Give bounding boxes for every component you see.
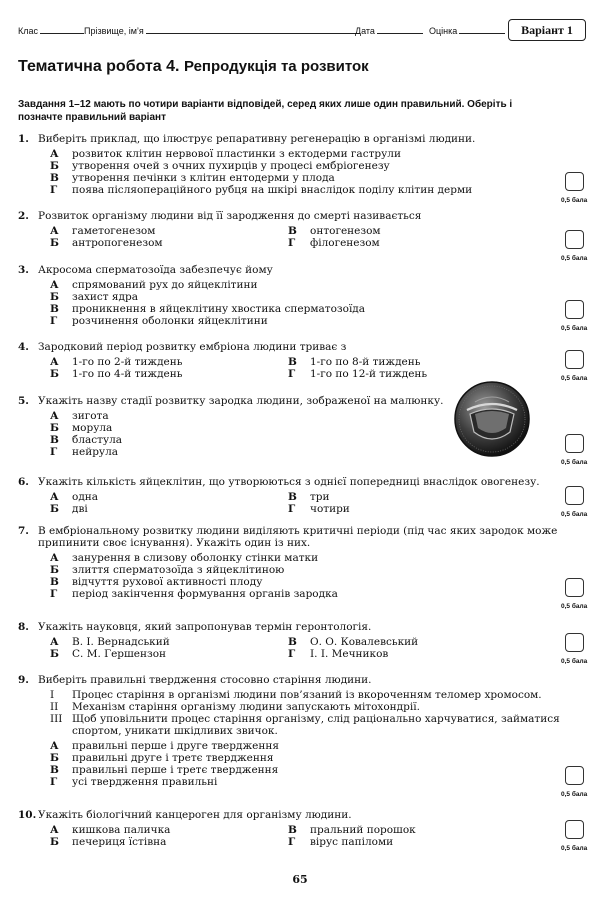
option-b: Б утворення очей з очних пухирців у процесі ембріогенезу	[50, 160, 390, 172]
answer-9	[561, 766, 591, 806]
option-letter: Г	[288, 836, 296, 848]
answer-box[interactable]	[565, 633, 584, 652]
option-v: В проникнення в яйцеклітину хвостика сперматозоїда	[50, 303, 366, 315]
option-a: А спрямований рух до яйцеклітини	[50, 279, 258, 291]
option-letter: А	[50, 356, 59, 368]
page-title: Тематична робота 4. Репродукція та розвиток	[18, 58, 369, 75]
option-letter: Г	[50, 776, 58, 788]
points-label: 0,5 бала	[561, 603, 588, 610]
option-letter: А	[50, 824, 59, 836]
option-letter: Б	[50, 160, 59, 172]
question-6: 6. Укажіть кількість яйцеклітин, що утворюються з однієї попередниці внаслідок овогенезу. А одна В три Б дві Г чотири	[18, 476, 540, 515]
option-letter: А	[50, 552, 59, 564]
answer-10	[561, 820, 591, 860]
option-b: Б печериця їстівна	[50, 836, 167, 848]
option-a: А гаметогенезом	[50, 225, 156, 237]
answer-1	[561, 172, 591, 212]
answer-box[interactable]	[565, 486, 584, 505]
option-letter: А	[50, 148, 59, 160]
answer-box[interactable]	[565, 350, 584, 369]
option-a: А розвиток клітин нервової пластинки з ектодерми гаструли	[50, 148, 401, 160]
option-letter: В	[288, 636, 297, 648]
option-letter: В	[50, 764, 59, 776]
option-letter: Б	[50, 564, 59, 576]
option-letter: Г	[288, 237, 296, 249]
question-2: 2. Розвиток організму людини від її зародження до смерті називається А гаметогенезом В онтогенезом Б антропогенезом Г філогенезом	[18, 210, 564, 249]
option-g: Г 1-го по 12-й тиждень	[288, 368, 428, 380]
option-v: В пральний порошок	[288, 824, 416, 836]
class-field[interactable]: Клас	[18, 25, 84, 36]
points-label: 0,5 бала	[561, 197, 588, 204]
option-letter: І	[50, 689, 55, 701]
answer-box[interactable]	[565, 172, 584, 191]
points-label: 0,5 бала	[561, 459, 588, 466]
option-g: Г розчинення оболонки яйцеклітини	[50, 315, 268, 327]
option-letter: Г	[288, 503, 296, 515]
option-v: В утворення печінки з клітин ентодерми у плода	[50, 172, 335, 184]
option-letter: Г	[50, 588, 58, 600]
points-label: 0,5 бала	[561, 255, 588, 262]
option-letter: В	[50, 303, 59, 315]
option-letter: В	[288, 356, 297, 368]
option-letter: А	[50, 225, 59, 237]
option-letter: Г	[50, 315, 58, 327]
question-4: 4. Зародковий період розвитку ембріона людини триває з А 1-го по 2-й тиждень В 1-го по 8-й тиждень Б 1-го по 4-й тиждень Г 1-го по 12-й тиждень	[18, 341, 564, 380]
option-a: А занурення в слизову оболонку стінки матки	[50, 552, 319, 564]
option-v: В відчуття рухової активності плоду	[50, 576, 263, 588]
answer-box[interactable]	[565, 578, 584, 597]
option-v: В три	[288, 491, 330, 503]
points-label: 0,5 бала	[561, 845, 588, 852]
option-a: А В. І. Вернадський	[50, 636, 170, 648]
option-g: Г період закінчення формування органів зародка	[50, 588, 338, 600]
option-letter: Б	[50, 503, 59, 515]
embryo-illustration	[453, 380, 531, 458]
points-label: 0,5 бала	[561, 791, 588, 798]
option-g: Г нейрула	[50, 446, 119, 458]
answer-box[interactable]	[565, 820, 584, 839]
answer-box[interactable]	[565, 434, 584, 453]
question-9: 9. Виберіть правильні твердження стосовно старіння людини. І Процес старіння в організмі людини пов’язаний із вкороченням теломер хромосом. ІІ Механізм старіння організму людини запускають мітохондрії. ІІІ Щоб уповільнити процес старіння організму, слід раціонально харчуватися, займатися спортом, уникати шкідливих звичок. А правильні перше і друге твердження Б правильні друге і третє твердження В правильні перше і третє твердження Г усі твердження правильні	[18, 674, 564, 788]
option-letter: В	[288, 824, 297, 836]
question-7: 7. В ембріональному розвитку людини виділяють критичні періоди (під час яких зародок може припинити своє існування). Укажіть один із них. А занурення в слизову оболонку стінки матки Б злиття сперматозоїда з яйцеклітиною В відчуття рухової активності плоду Г період закінчення формування органів зародка	[18, 525, 564, 600]
option-letter: Б	[50, 237, 59, 249]
answer-8	[561, 633, 591, 673]
option-letter: ІІІ	[50, 713, 63, 725]
statement-3: ІІІ Щоб уповільнити процес старіння організму, слід раціонально харчуватися, займатися спортом, уникати шкідливих звичок.	[50, 713, 560, 737]
points-label: 0,5 бала	[561, 511, 588, 518]
worksheet-header	[18, 19, 586, 43]
option-g: Г філогенезом	[288, 237, 380, 249]
option-letter: Г	[50, 446, 58, 458]
answer-7	[561, 578, 591, 618]
question-5: 5. Укажіть назву стадії розвитку зародка людини, зображеної на малюнку. А зигота Б морула В бластула Г нейрула	[18, 395, 564, 458]
option-v: В онтогенезом	[288, 225, 381, 237]
option-v: В правильні перше і третє твердження	[50, 764, 279, 776]
answer-4	[561, 350, 591, 390]
option-letter: ІІ	[50, 701, 59, 713]
option-letter: В	[288, 225, 297, 237]
option-a: А одна	[50, 491, 99, 503]
option-b: Б морула	[50, 422, 113, 434]
option-g: Г чотири	[288, 503, 350, 515]
option-v: В О. О. Ковалевський	[288, 636, 419, 648]
option-letter: В	[288, 491, 297, 503]
answer-box[interactable]	[565, 766, 584, 785]
option-g: Г поява післяопераційного рубця на шкірі внаслідок поділу клітин дерми	[50, 184, 473, 196]
question-8: 8. Укажіть науковця, який запропонував термін геронтологія. А В. І. Вернадський В О. О. Ковалевський Б С. М. Гершензон Г І. І. Мечников	[18, 621, 564, 660]
points-label: 0,5 бала	[561, 375, 588, 382]
option-letter: Г	[288, 648, 296, 660]
option-letter: Б	[50, 836, 59, 848]
option-b: Б 1-го по 4-й тиждень	[50, 368, 183, 380]
option-letter: Б	[50, 648, 59, 660]
option-b: Б захист ядра	[50, 291, 139, 303]
option-v: В 1-го по 8-й тиждень	[288, 356, 421, 368]
option-letter: Б	[50, 368, 59, 380]
answer-box[interactable]	[565, 230, 584, 249]
answer-3	[561, 300, 591, 340]
option-v: В бластула	[50, 434, 123, 446]
option-letter: А	[50, 279, 59, 291]
date-field[interactable]: Дата	[355, 25, 423, 36]
option-g: Г усі твердження правильні	[50, 776, 218, 788]
question-3: 3. Акросома сперматозоїда забезпечує йому А спрямований рух до яйцеклітини Б захист ядра В проникнення в яйцеклітину хвостика сперматозоїда Г розчинення оболонки яйцеклітини	[18, 264, 564, 327]
option-b: Б С. М. Гершензон	[50, 648, 167, 660]
option-letter: Б	[50, 422, 59, 434]
option-a: А кишкова паличка	[50, 824, 171, 836]
option-letter: Б	[50, 752, 59, 764]
option-b: Б дві	[50, 503, 88, 515]
question-1: 1. Виберіть приклад, що ілюструє репаративну регенерацію в організмі людини. А розвиток клітин нервової пластинки з ектодерми гаструли Б утворення очей з очних пухирців у процесі ембріогенезу В утворення печінки з клітин ентодерми у плода Г поява післяопераційного рубця на шкірі внаслідок поділу клітин дерми	[18, 133, 564, 196]
option-a: А 1-го по 2-й тиждень	[50, 356, 183, 368]
option-g: Г вірус папіломи	[288, 836, 394, 848]
option-a: А правильні перше і друге твердження	[50, 740, 279, 752]
option-g: Г І. І. Мечников	[288, 648, 389, 660]
instructions: Завдання 1–12 мають по чотири варіанти відповідей, серед яких лише один правильний. Оберіть і позначте правильний варіант	[18, 99, 513, 123]
option-b: Б антропогенезом	[50, 237, 163, 249]
option-b: Б правильні друге і третє твердження	[50, 752, 274, 764]
option-letter: А	[50, 491, 59, 503]
answer-box[interactable]	[565, 300, 584, 319]
option-a: А зигота	[50, 410, 109, 422]
option-letter: Г	[50, 184, 58, 196]
variant-badge: Варіант 1	[508, 19, 586, 41]
option-letter: А	[50, 410, 59, 422]
option-letter: В	[50, 434, 59, 446]
option-letter: Г	[288, 368, 296, 380]
name-field[interactable]: Прізвище, ім’я	[84, 25, 360, 36]
points-label: 0,5 бала	[561, 325, 588, 332]
answer-5	[561, 434, 591, 474]
points-label: 0,5 бала	[561, 658, 588, 665]
option-letter: В	[50, 172, 59, 184]
option-letter: В	[50, 576, 59, 588]
question-10: 10. Укажіть біологічний канцероген для організму людини. А кишкова паличка В пральний порошок Б печериця їстівна Г вірус папіломи	[18, 809, 564, 848]
statement-1: І Процес старіння в організмі людини пов’язаний із вкороченням теломер хромосом.	[50, 689, 542, 701]
statement-2: ІІ Механізм старіння організму людини запускають мітохондрії.	[50, 701, 420, 713]
option-letter: Б	[50, 291, 59, 303]
grade-field[interactable]: Оцінка	[429, 25, 505, 36]
option-letter: А	[50, 636, 59, 648]
page-number: 65	[292, 873, 308, 886]
option-b: Б злиття сперматозоїда з яйцеклітиною	[50, 564, 285, 576]
answer-6	[561, 486, 591, 526]
option-letter: А	[50, 740, 59, 752]
